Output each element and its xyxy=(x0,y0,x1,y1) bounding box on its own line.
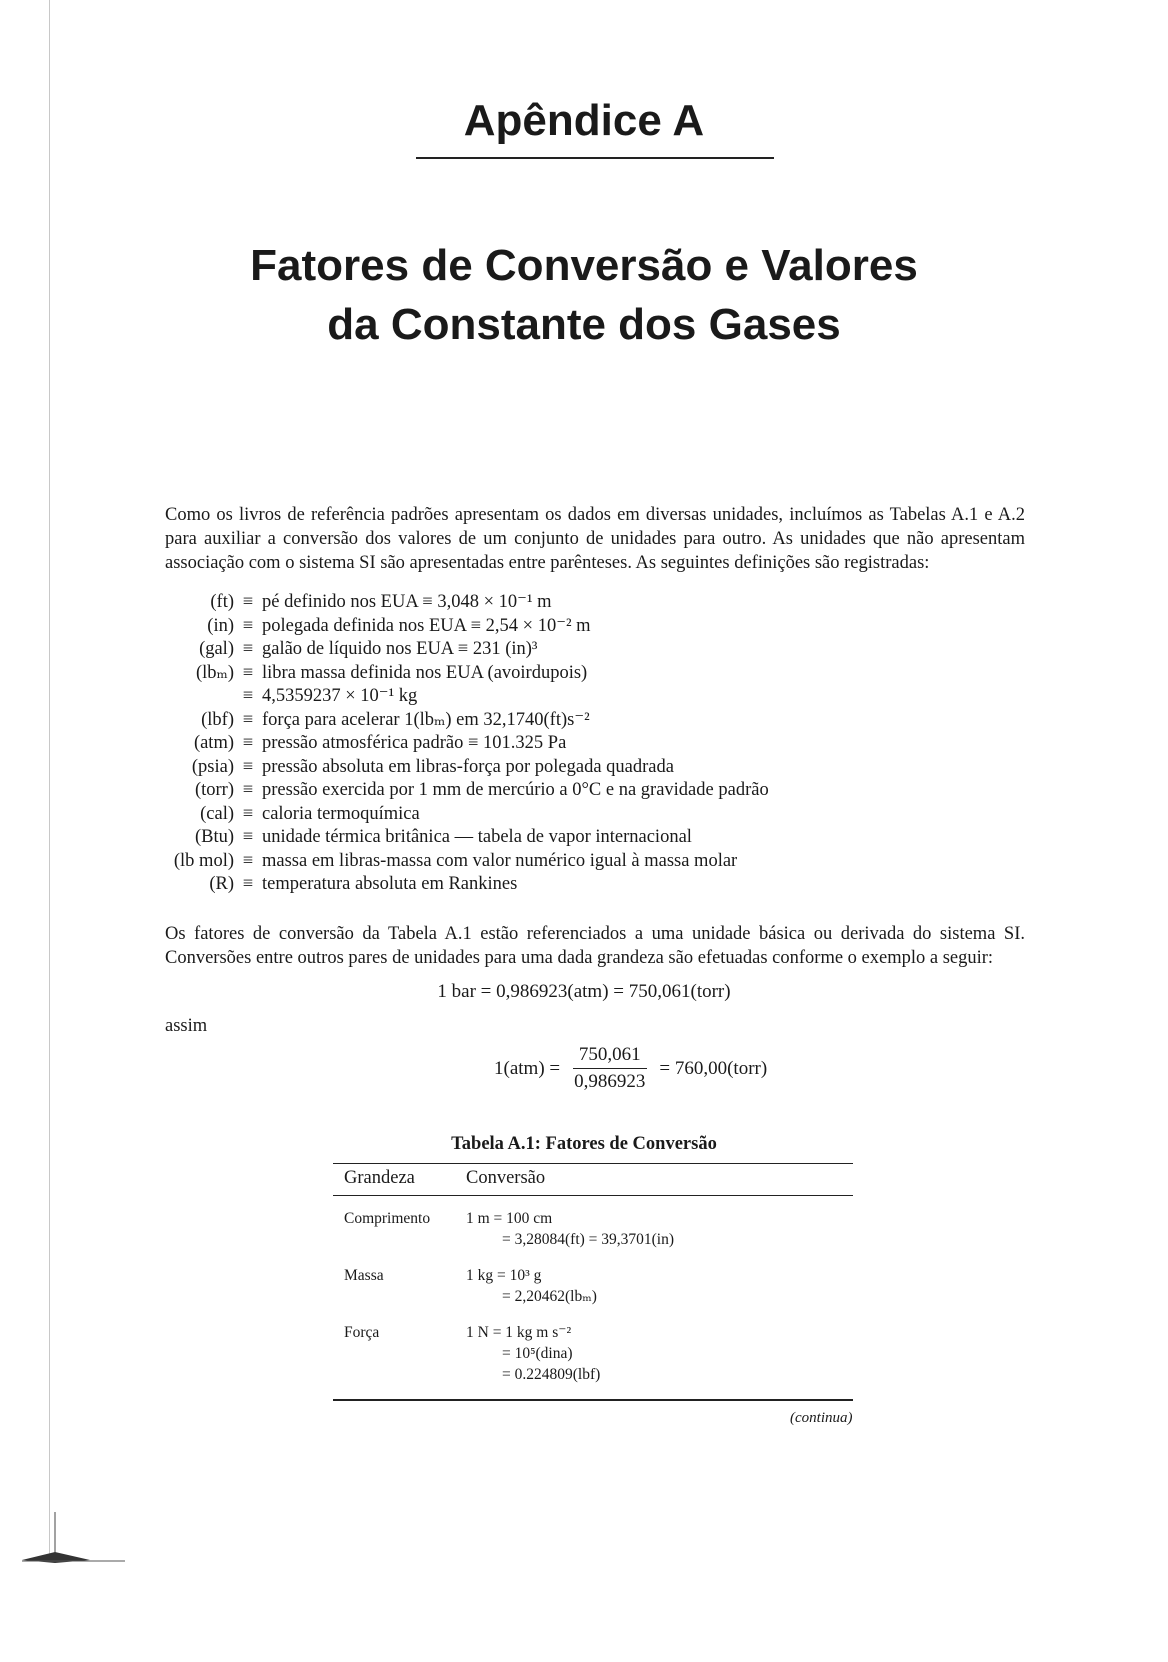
equation-rhs: = 760,00(torr) xyxy=(659,1057,768,1079)
conversion-line: 1 kg = 10³ g xyxy=(466,1267,542,1284)
row-quantity: Massa xyxy=(344,1267,384,1284)
equiv-sign: ≡ xyxy=(242,803,254,824)
table-row xyxy=(333,1208,853,1250)
definition-row xyxy=(150,709,769,733)
scan-edge-line xyxy=(49,0,50,1560)
conversion-line: 1 N = 1 kg m s⁻² xyxy=(466,1324,572,1341)
conversion-line: 1 m = 100 cm xyxy=(466,1210,553,1227)
equation-bar: 1 bar = 0,986923(atm) = 750,061(torr) xyxy=(437,981,731,1002)
conversion-line: = 10⁵(dina) xyxy=(502,1345,573,1362)
equation-fraction xyxy=(568,1044,651,1093)
row-conversion xyxy=(466,1208,853,1250)
definition-text: unidade térmica britânica — tabela de vapor internacional xyxy=(262,827,692,847)
header-conversion: Conversão xyxy=(466,1168,546,1188)
equation-atm-torr xyxy=(494,1044,767,1093)
conversion-table xyxy=(333,1163,853,1401)
row-conversion xyxy=(466,1265,853,1307)
definition-text: temperatura absoluta em Rankines xyxy=(262,874,518,894)
definition-text: pressão atmosférica padrão ≡ 101.325 Pa xyxy=(262,733,567,753)
definition-symbol: (psia) xyxy=(191,756,234,777)
equiv-sign: ≡ xyxy=(242,615,254,636)
definition-symbol: (gal) xyxy=(199,639,234,659)
conversion-line: = 0.224809(lbf) xyxy=(502,1366,601,1383)
definition-row xyxy=(150,826,769,850)
assim-label: assim xyxy=(165,1016,208,1036)
equiv-sign: ≡ xyxy=(242,733,254,753)
definition-row xyxy=(150,685,769,709)
table-row xyxy=(333,1322,853,1385)
definition-text: pressão exercida por 1 mm de mercúrio a 0°C e na gravidade padrão xyxy=(262,780,769,800)
conversion-paragraph: Os fatores de conversão da Tabela A.1 estão referenciados a uma unidade básica ou derivada do sistema SI. Conversões entre outros pares de unidades para uma dada grandeza são efetuadas conforme o exemplo a seguir: xyxy=(165,924,1025,968)
crop-mark-icon xyxy=(20,1510,130,1570)
definition-row xyxy=(150,873,769,897)
definition-symbol: (in) xyxy=(207,615,234,636)
equiv-sign: ≡ xyxy=(242,874,254,894)
definition-row xyxy=(150,756,769,780)
conversion-line: = 3,28084(ft) = 39,3701(in) xyxy=(502,1231,675,1248)
header-quantity: Grandeza xyxy=(344,1168,415,1188)
definition-symbol: (lbₘ) xyxy=(195,662,234,683)
equiv-sign: ≡ xyxy=(242,639,254,659)
fraction-numerator: 750,061 xyxy=(573,1044,647,1069)
table-row xyxy=(333,1265,853,1307)
definition-row xyxy=(150,638,769,662)
definition-row xyxy=(150,662,769,686)
title-underline xyxy=(416,157,774,159)
equiv-sign: ≡ xyxy=(242,709,254,730)
definition-row xyxy=(150,591,769,615)
conversion-line: = 2,20462(lbₘ) xyxy=(502,1288,597,1305)
definition-symbol: (R) xyxy=(209,874,234,894)
row-quantity: Comprimento xyxy=(344,1210,431,1227)
chapter-title xyxy=(0,236,1168,354)
definition-text: libra massa definida nos EUA (avoirdupois) xyxy=(262,662,588,683)
definition-text: pé definido nos EUA ≡ 3,048 × 10⁻¹ m xyxy=(262,592,552,612)
equiv-sign: ≡ xyxy=(242,686,254,706)
definition-symbol: (cal) xyxy=(200,803,234,824)
table-caption: Tabela A.1: Fatores de Conversão xyxy=(451,1134,717,1154)
continua-note: (continua) xyxy=(790,1410,853,1426)
intro-paragraph: Como os livros de referência padrões apresentam os dados em diversas unidades, incluímos as Tabelas A.1 e A.2 para auxiliar a conversão dos valores de um conjunto de unidades para outro. As unidades que não apresentam associação com o sistema SI são apresentadas entre parênteses. As seguintes definições são registradas: xyxy=(165,505,1025,573)
table-header-rule xyxy=(333,1195,853,1196)
equiv-sign: ≡ xyxy=(242,756,254,777)
definition-row xyxy=(150,732,769,756)
definitions-list xyxy=(150,591,769,897)
definition-text: 4,5359237 × 10⁻¹ kg xyxy=(262,686,418,706)
equiv-sign: ≡ xyxy=(242,827,254,847)
definition-text: galão de líquido nos EUA ≡ 231 (in)³ xyxy=(262,639,538,659)
equiv-sign: ≡ xyxy=(242,592,254,612)
definition-text: massa em libras-massa com valor numérico igual à massa molar xyxy=(262,850,738,871)
definition-text: polegada definida nos EUA ≡ 2,54 × 10⁻² m xyxy=(262,615,591,636)
row-conversion xyxy=(466,1322,853,1385)
row-quantity: Força xyxy=(344,1324,380,1341)
definition-text: pressão absoluta em libras-força por polegada quadrada xyxy=(262,756,674,777)
definition-symbol: (atm) xyxy=(193,733,234,753)
definition-row xyxy=(150,779,769,803)
definition-symbol: (torr) xyxy=(194,780,234,800)
equiv-sign: ≡ xyxy=(242,780,254,800)
definition-row xyxy=(150,850,769,874)
chapter-title-line2: da Constante dos Gases xyxy=(327,300,841,349)
definition-symbol: (ft) xyxy=(210,592,234,612)
definition-symbol: (lb mol) xyxy=(173,850,234,871)
table-header xyxy=(333,1164,853,1195)
equiv-sign: ≡ xyxy=(242,662,254,683)
equiv-sign: ≡ xyxy=(242,850,254,871)
definition-row xyxy=(150,803,769,827)
definition-text: força para acelerar 1(lbₘ) em 32,1740(ft)s⁻² xyxy=(262,709,590,730)
definition-symbol: (Btu) xyxy=(194,827,234,847)
definition-symbol: (lbf) xyxy=(201,709,234,730)
appendix-label: Apêndice A xyxy=(463,96,705,145)
definition-row xyxy=(150,615,769,639)
chapter-title-line1: Fatores de Conversão e Valores xyxy=(250,241,918,290)
equation-lhs: 1(atm) = xyxy=(494,1057,561,1079)
definition-text: caloria termoquímica xyxy=(262,803,420,824)
table-bottom-rule xyxy=(333,1399,853,1401)
fraction-denominator: 0,986923 xyxy=(574,1071,646,1092)
